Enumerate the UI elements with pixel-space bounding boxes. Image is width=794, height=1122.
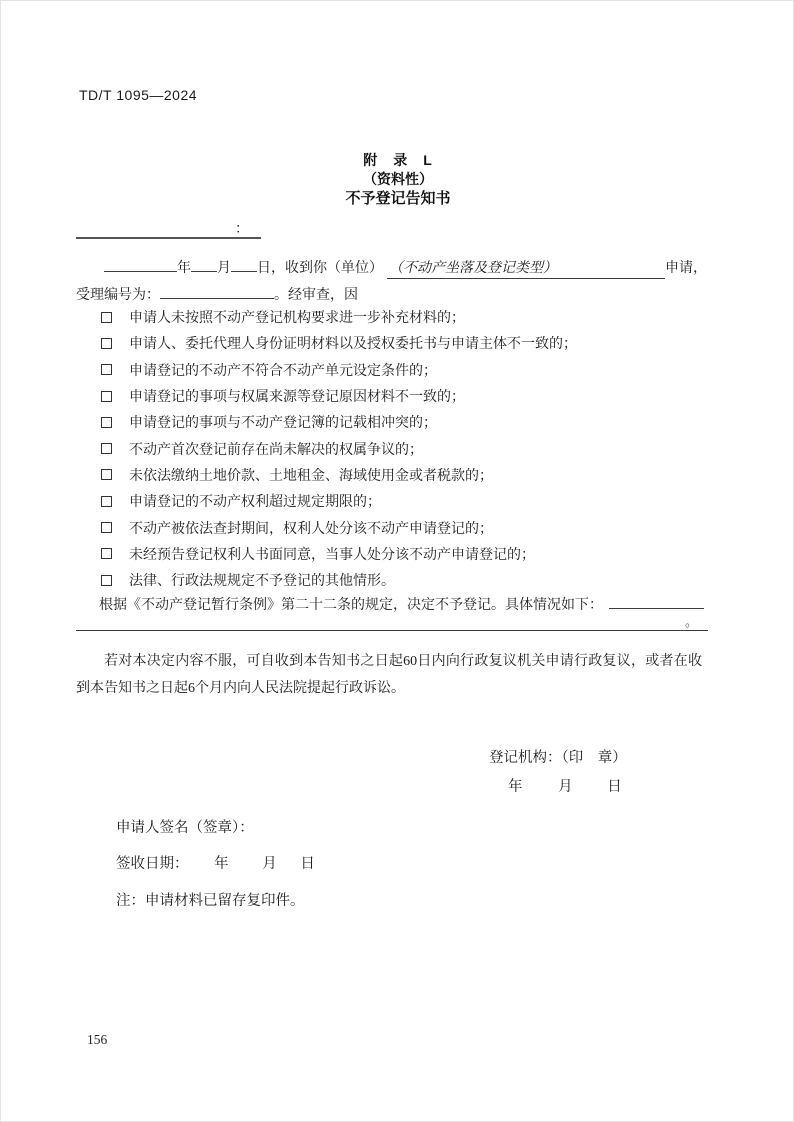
reason-item: [101, 304, 721, 330]
reason-item: [101, 514, 721, 540]
reason-item: [101, 488, 721, 514]
blank-year[interactable]: [104, 259, 177, 272]
property-placeholder: （不动产坐落及登记类型）: [389, 261, 557, 276]
authority-date-line: [508, 775, 622, 796]
checkbox-icon[interactable]: [101, 443, 112, 454]
reason-text: 申请登记的事项与不动产登记簿的记载相冲突的；: [129, 416, 437, 432]
appeal-paragraph: 若对本决定内容不服，可自收到本告知书之日起60日内向行政复议机关申请行政复议，或者在收到本告知书之日起6个月内向人民法院提起行政诉讼。: [76, 654, 702, 696]
reason-text: 申请登记的事项与权属来源等登记原因材料不一致的；: [129, 390, 465, 406]
reason-item: [101, 541, 721, 567]
addressee-blank[interactable]: [76, 222, 261, 239]
blank-details-line[interactable]: [76, 613, 708, 631]
reason-item: [101, 435, 721, 461]
reason-item: [101, 409, 721, 435]
document-title: 不予登记告知书: [345, 190, 451, 207]
note-line: 注：申请材料已留存复印件。: [116, 893, 305, 909]
reason-text: 申请登记的不动产权利超过规定期限的；: [129, 495, 381, 511]
blank-property[interactable]: [387, 260, 665, 279]
appendix-heading: 附 录 L: [363, 152, 433, 168]
reason-text: 申请人、委托代理人身份证明材料以及授权委托书与申请主体不一致的；: [129, 337, 577, 353]
blank-case-number[interactable]: [160, 286, 274, 299]
checkbox-icon[interactable]: [101, 548, 112, 559]
reason-text: 申请登记的不动产不符合不动产单元设定条件的；: [129, 363, 437, 379]
intro-paragraph: [76, 255, 724, 309]
authority-seal-line: 登记机构：（印 章）: [489, 750, 627, 766]
checkbox-icon[interactable]: [101, 469, 112, 480]
reason-text: 未依法缴纳土地价款、土地租金、海域使用金或者税款的；: [129, 468, 493, 484]
checkbox-icon[interactable]: [101, 391, 112, 402]
standard-number: TD/T 1095—2024: [79, 87, 198, 103]
checkbox-icon[interactable]: [101, 417, 112, 428]
checkbox-icon[interactable]: [101, 312, 112, 323]
reason-text: 不动产被依法查封期间，权利人处分该不动产申请登记的；: [129, 521, 493, 537]
blank-details[interactable]: [609, 596, 704, 609]
reason-list: [101, 304, 721, 593]
receipt-date-line: [116, 852, 315, 873]
apply-suffix: 申请，: [665, 261, 707, 276]
checkbox-icon[interactable]: [101, 522, 112, 533]
reason-text: 未经预告登记权利人书面同意，当事人处分该不动产申请登记的；: [129, 547, 535, 563]
decision-text: 根据《不动产登记暂行条例》第二十二条的规定，决定不予登记。具体情况如下：: [99, 598, 603, 613]
checkbox-icon[interactable]: [101, 575, 112, 586]
reason-item: [101, 383, 721, 409]
receipt-day-label: 日: [300, 856, 315, 872]
period-mark: 。: [684, 614, 698, 629]
reason-text: 法律、行政法规规定不予登记的其他情形。: [129, 574, 395, 590]
receipt-year-label: 年: [214, 856, 229, 872]
reason-item: [101, 357, 721, 383]
blank-month[interactable]: [191, 259, 217, 272]
year-label: 年: [177, 261, 191, 276]
addressee-colon: ：: [235, 222, 249, 237]
review-suffix: 。经审查，因: [274, 288, 358, 303]
page-number: 156: [87, 1032, 108, 1047]
reason-item: [101, 567, 721, 593]
reason-text: 申请人未按照不动产登记机构要求进一步补充材料的；: [129, 311, 465, 327]
checkbox-icon[interactable]: [101, 338, 112, 349]
authority-year-label: 年: [508, 779, 523, 795]
case-no-label: 受理编号为：: [76, 288, 160, 303]
reason-item: [101, 330, 721, 356]
checkbox-icon[interactable]: [101, 496, 112, 507]
checkbox-icon[interactable]: [101, 364, 112, 375]
received-text: 日，收到你（单位）: [257, 261, 383, 276]
month-label: 月: [217, 261, 231, 276]
reason-item: [101, 462, 721, 488]
receipt-month-label: 月: [262, 856, 277, 872]
title-block: [1, 151, 794, 209]
applicant-signature-label: 申请人签名（签章）：: [116, 820, 254, 836]
authority-day-label: 日: [607, 779, 622, 795]
receipt-label: 签收日期：: [116, 856, 189, 872]
reason-text: 不动产首次登记前存在尚未解决的权属争议的；: [129, 442, 423, 458]
blank-day[interactable]: [231, 259, 257, 272]
appendix-type: （资料性）: [363, 171, 433, 187]
authority-month-label: 月: [558, 779, 573, 795]
